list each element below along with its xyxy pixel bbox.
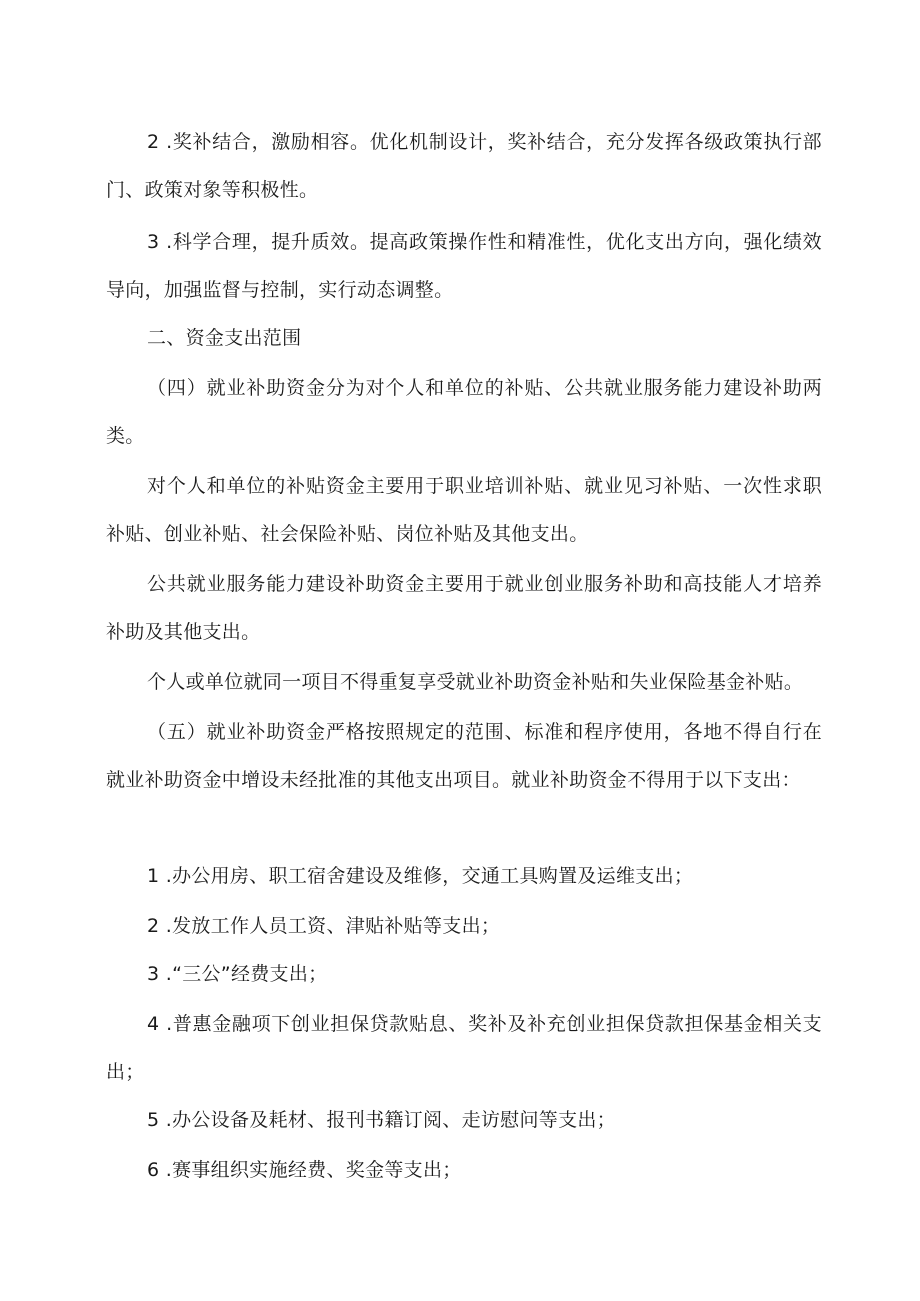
paragraph-principle-3: 3 .科学合理，提升质效。提高政策操作性和精准性，优化支出方向，强化绩效导向，加强监督与控制，实行动态调整。 [106, 231, 822, 301]
list-item-2: 2 .发放工作人员工资、津贴补贴等支出； [147, 915, 501, 937]
paragraph-principle-2: 2 .奖补结合，激励相容。优化机制设计，奖补结合，充分发挥各级政策执行部门、政策对象等积极性。 [106, 131, 822, 201]
list-item-5: 5 .办公设备及耗材、报刊书籍订阅、走访慰问等支出； [147, 1109, 616, 1131]
list-item-3: 3 .“三公”经费支出； [147, 963, 328, 985]
paragraph-public-service-subsidy: 公共就业服务能力建设补助资金主要用于就业创业服务补助和高技能人才培养补助及其他支出。 [106, 573, 822, 643]
list-item-1: 1 .办公用房、职工宿舍建设及维修，交通工具购置及运维支出； [147, 865, 694, 887]
list-item-4: 4 .普惠金融项下创业担保贷款贴息、奖补及补充创业担保贷款担保基金相关支出； [106, 1013, 822, 1083]
list-item-6: 6 .赛事组织实施经费、奖金等支出； [147, 1159, 462, 1181]
paragraph-no-duplicate: 个人或单位就同一项目不得重复享受就业补助资金补贴和失业保险基金补贴。 [147, 671, 804, 693]
paragraph-item-4: （四）就业补助资金分为对个人和单位的补贴、公共就业服务能力建设补助两类。 [106, 377, 822, 447]
paragraph-individual-subsidy: 对个人和单位的补贴资金主要用于职业培训补贴、就业见习补贴、一次性求职补贴、创业补贴、社会保险补贴、岗位补贴及其他支出。 [106, 475, 822, 545]
section-heading-expenditure-scope: 二、资金支出范围 [147, 327, 302, 349]
paragraph-item-5: （五）就业补助资金严格按照规定的范围、标准和程序使用，各地不得自行在就业补助资金中增设未经批准的其他支出项目。就业补助资金不得用于以下支出： [106, 721, 822, 791]
